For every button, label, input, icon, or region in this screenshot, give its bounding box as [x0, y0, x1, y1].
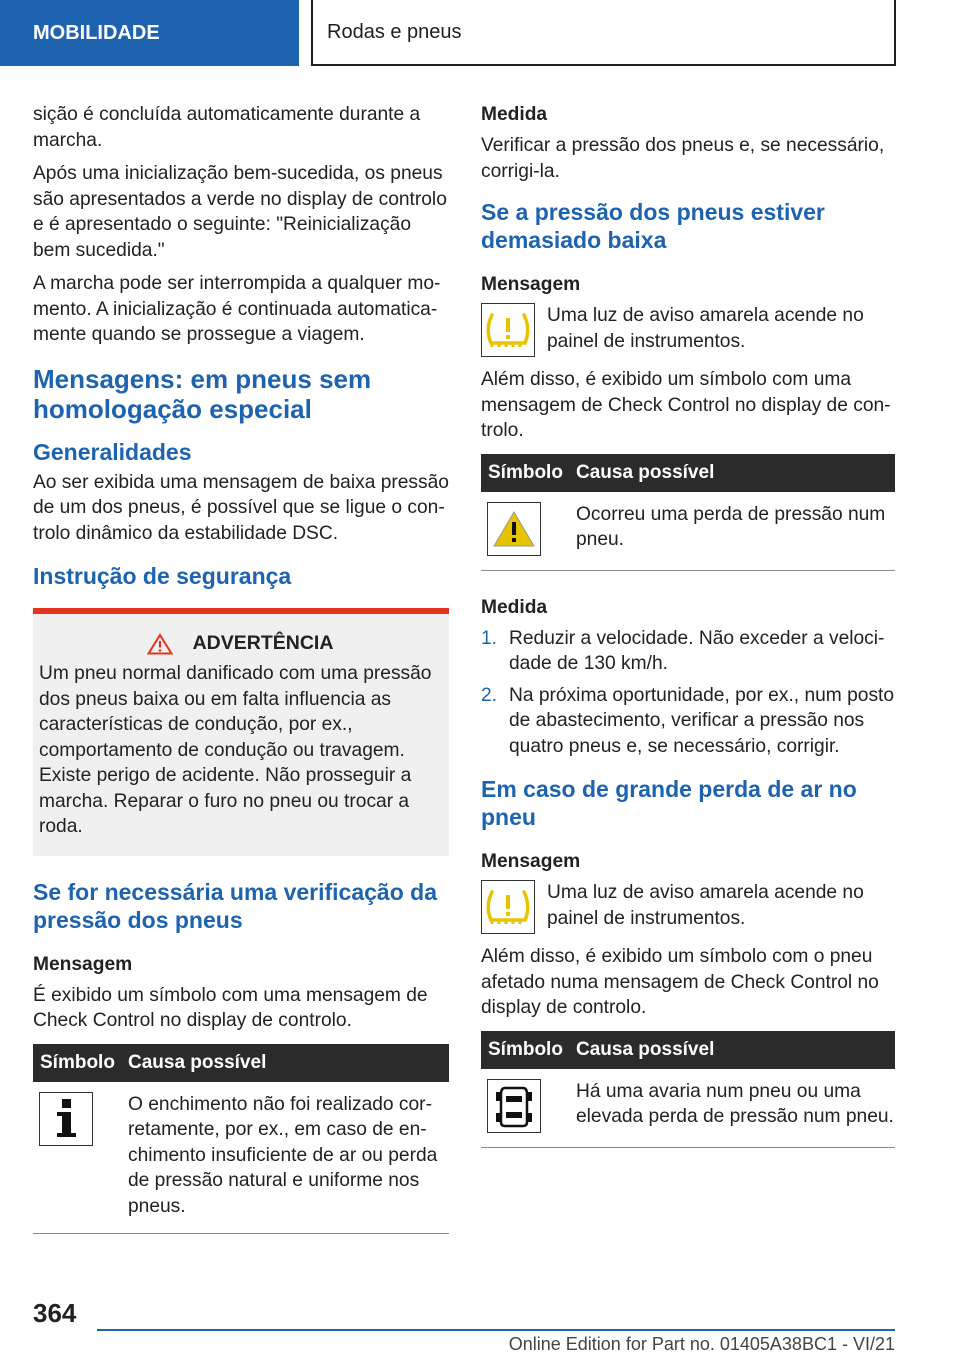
list-item [481, 683, 895, 760]
warning-text: Um pneu normal danificado com uma pressão dos pneus baixa ou em falta influencia as características de condução, por ex., comportamento de condução ou travagem. Existe perigo de acidente. Não prosseguir a marcha. Reparar o furo no pneu ou trocar a roda. [39, 663, 432, 837]
step-text: Reduzir a velocidade. Não exceder a velocidade de 130 km/h. [509, 627, 885, 674]
warning-header [39, 632, 441, 655]
table-cell-symbol [33, 1082, 121, 1234]
heading-check-pressure: Se for necessária uma verificação da pressão dos pneus [33, 878, 437, 933]
table-header-cause: Causa possível [569, 454, 895, 492]
heading-safety: Instrução de segurança [33, 563, 292, 589]
table-header-cause: Causa possível [569, 1031, 895, 1069]
step-text: Na próxima oportunidade, por ex., num posto de abastecimento, verificar a pressão nos quatro pneus e, se necessário, corrigir. [509, 684, 895, 757]
step-number: 2. [481, 684, 498, 706]
table-header-symbol: Símbolo [481, 1031, 569, 1069]
table-cell-cause: Ocorreu uma perda de pressão num pneu. [569, 492, 895, 571]
table-header-cause: Causa possível [121, 1044, 449, 1082]
info-icon [39, 1092, 93, 1146]
paragraph: Além disso, é exibido um símbolo com uma mensagem de Check Control no display de controlo. [481, 369, 891, 441]
heading-messages: Mensagens: em pneus sem homologação especial [33, 363, 372, 424]
paragraph: A marcha pode ser interrompida a qualquer momento. A inicialização é continuada automaticamente quando se prossegue a viagem. [33, 273, 441, 345]
table-row [481, 492, 895, 571]
message-line [481, 303, 895, 357]
heading-general: Generalidades [33, 438, 192, 465]
subheading-message: Mensagem [33, 953, 133, 975]
steps-list [481, 626, 895, 760]
car-tire-icon [487, 1079, 541, 1133]
paragraph: Além disso, é exibido um símbolo com o pneu afetado numa mensagem de Check Control no display de controlo. [481, 946, 879, 1018]
tire-pressure-warning-icon [481, 303, 535, 357]
message-line [481, 880, 895, 934]
list-item [481, 626, 895, 677]
subheading-measure: Medida [481, 104, 548, 125]
table-row [33, 1082, 449, 1234]
table-cell-symbol [481, 492, 569, 571]
heading-air-loss: Em caso de grande perda de ar no pneu [481, 776, 857, 830]
right-column [481, 102, 895, 1148]
warning-box [33, 608, 449, 856]
footer-edition: Online Edition for Part no. 01405A38BC1 - VI/21 [508, 1334, 895, 1354]
header-chapter: Rodas e pneus [311, 0, 896, 66]
subheading-message: Mensagem [481, 851, 581, 872]
heading-low-pressure: Se a pressão dos pneus estiver demasiado baixa [481, 199, 825, 253]
step-number: 1. [481, 627, 498, 649]
paragraph: É exibido um símbolo com uma mensagem de Check Control no display de controlo. [33, 984, 428, 1031]
page-number: 364 [33, 1298, 77, 1328]
header-section: MOBILIDADE [0, 0, 299, 66]
subheading-message: Mensagem [481, 274, 581, 295]
warning-triangle-icon [487, 502, 541, 556]
table-cell-cause: O enchimento não foi realizado corretamente, por ex., em caso de enchimento insuficiente de ar ou perda de pressão natural e uniforme nos pneus. [121, 1082, 449, 1234]
tire-pressure-warning-icon [481, 880, 535, 934]
subheading-measure: Medida [481, 596, 548, 618]
table-row [481, 1069, 895, 1148]
table-header-symbol: Símbolo [33, 1044, 121, 1082]
table-cell-symbol [481, 1069, 569, 1148]
footer-divider [97, 1329, 895, 1331]
symbol-table [33, 1044, 449, 1235]
paragraph: Após uma inicialização bem-sucedida, os pneus são apresentados a verde no display de controlo e é apresentado o seguinte: "Reinicialização bem sucedida." [33, 163, 447, 261]
symbol-table [481, 454, 895, 571]
paragraph: Uma luz de aviso amarela acende no painel de instrumentos. [547, 305, 864, 352]
paragraph: Verificar a pressão dos pneus e, se necessário, corrigi-la. [481, 135, 885, 182]
symbol-table [481, 1031, 895, 1148]
warning-title: ADVERTÊNCIA [192, 632, 334, 654]
left-column [33, 102, 449, 1234]
table-cell-cause: Há uma avaria num pneu ou uma elevada perda de pressão num pneu. [569, 1069, 895, 1148]
warning-triangle-icon [147, 633, 173, 655]
table-header-symbol: Símbolo [481, 454, 569, 492]
paragraph: Ao ser exibida uma mensagem de baixa pressão de um dos pneus, é possível que se ligue o controlo dinâmico da estabilidade DSC. [33, 471, 449, 544]
paragraph: sição é concluída automaticamente durante a marcha. [33, 104, 421, 151]
paragraph: Uma luz de aviso amarela acende no painel de instrumentos. [547, 882, 864, 929]
